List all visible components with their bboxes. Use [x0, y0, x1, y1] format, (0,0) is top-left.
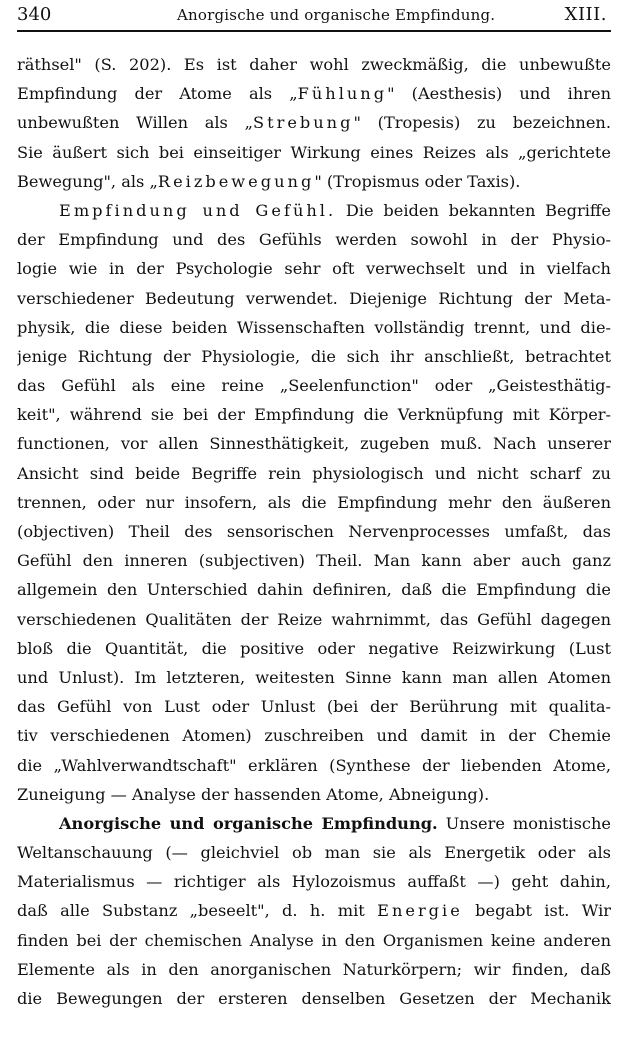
text-line: und Unlust). Im letzteren, weitesten Sinne kann man allen Atomen [17, 667, 611, 687]
section-heading-inline: Anorgische und organische Empfindung. [59, 813, 438, 833]
text-line: Sie äußert sich bei einseitiger Wirkung eines Reizes als „gerichtete [17, 142, 611, 162]
text-line: tiv verschiedenen Atomen) zuschreiben und damit in der Chemie [17, 726, 611, 746]
emphasis-term: Strebung [252, 113, 354, 133]
text-line: Gefühl den inneren (subjectiven) Theil. Man kann aber auch ganz [17, 551, 611, 571]
section-heading-inline: Empfindung und Gefühl. [59, 200, 337, 220]
text-line: Ansicht sind beide Begriffe rein physiologisch und nicht scharf zu [17, 463, 611, 483]
text-line: allgemein den Unterschied dahin definiren, daß die Empfindung die [17, 580, 611, 600]
text-line: verschiedenen Qualitäten der Reize wahrnimmt, das Gefühl dagegen [17, 609, 611, 629]
emphasis-term: Fühlung [297, 84, 388, 104]
text-line: Elemente als in den anorganischen Naturkörpern; wir finden, daß [17, 959, 611, 979]
text-line: Empfindung der Atome als „Fühlung" (Aesthesis) und ihren [17, 84, 611, 104]
text-line: physik, die diese beiden Wissenschaften vollständig trennt, und die- [17, 317, 611, 337]
paragraph [17, 50, 611, 196]
text-line: Zuneigung — Analyse der hassenden Atome, Abneigung). [17, 784, 490, 804]
text-line: trennen, oder nur insofern, als die Empfindung mehr den äußeren [17, 492, 611, 512]
text-line: bloß die Quantität, die positive oder negative Reizwirkung (Lust [17, 638, 611, 658]
paragraph [17, 196, 611, 809]
page-number: 340 [17, 4, 52, 25]
text-line: die Bewegungen der ersteren denselben Gesetzen der Mechanik [17, 989, 611, 1008]
text-line: Empfindung und Gefühl. Die beiden bekannten Begriffe [59, 200, 611, 220]
emphasis-term: Energie [377, 901, 463, 921]
text-line: räthsel" (S. 202). Es ist daher wohl zweckmäßig, die unbewußte [17, 55, 611, 74]
text-line: verschiedener Bedeutung verwendet. Diejenige Richtung der Meta- [17, 288, 611, 308]
text-line: functionen, vor allen Sinnesthätigkeit, zugeben muß. Nach unserer [17, 434, 611, 454]
text-line: unbewußten Willen als „Strebung" (Tropesis) zu bezeichnen. [17, 113, 611, 133]
text-line: das Gefühl von Lust oder Unlust (bei der Berührung mit qualita- [17, 697, 611, 717]
text-line: logie wie in der Psychologie sehr oft verwechselt und in vielfach [17, 259, 611, 279]
emphasis-term: Reizbewegung [157, 171, 315, 191]
running-title: Anorgische und organische Empfindung. [177, 6, 496, 24]
text-line: Anorgische und organische Empfindung. Unsere monistische [59, 813, 611, 833]
text-line: daß alle Substanz „beseelt", d. h. mit Energie begabt ist. Wir [17, 901, 611, 921]
body-text [17, 50, 611, 1013]
text-line: Bewegung", als „Reizbewegung" (Tropismus oder Taxis). [17, 171, 521, 191]
text-line: jenige Richtung der Physiologie, die sich ihr anschließt, betrachtet [17, 346, 611, 366]
text-line: Weltanschauung (— gleichviel ob man sie als Energetik oder als [17, 843, 611, 863]
text-line: Materialismus — richtiger als Hylozoismus auffaßt —) geht dahin, [17, 872, 611, 892]
text-line: die „Wahlverwandtschaft" erklären (Synthese der liebenden Atome, [17, 755, 611, 775]
text-line: das Gefühl als eine reine „Seelenfunction" oder „Geistesthätig- [17, 376, 611, 396]
chapter-number: XIII. [564, 4, 607, 25]
paragraph [17, 809, 611, 1013]
text-line: keit", während sie bei der Empfindung die Verknüpfung mit Körper- [17, 405, 611, 425]
text-line: (objectiven) Theil des sensorischen Nervenprocesses umfaßt, das [17, 522, 611, 541]
text-line: finden bei der chemischen Analyse in den Organismen keine anderen [17, 930, 611, 950]
text-line: der Empfindung und des Gefühls werden sowohl in der Physio- [17, 230, 611, 250]
running-head [17, 0, 611, 32]
